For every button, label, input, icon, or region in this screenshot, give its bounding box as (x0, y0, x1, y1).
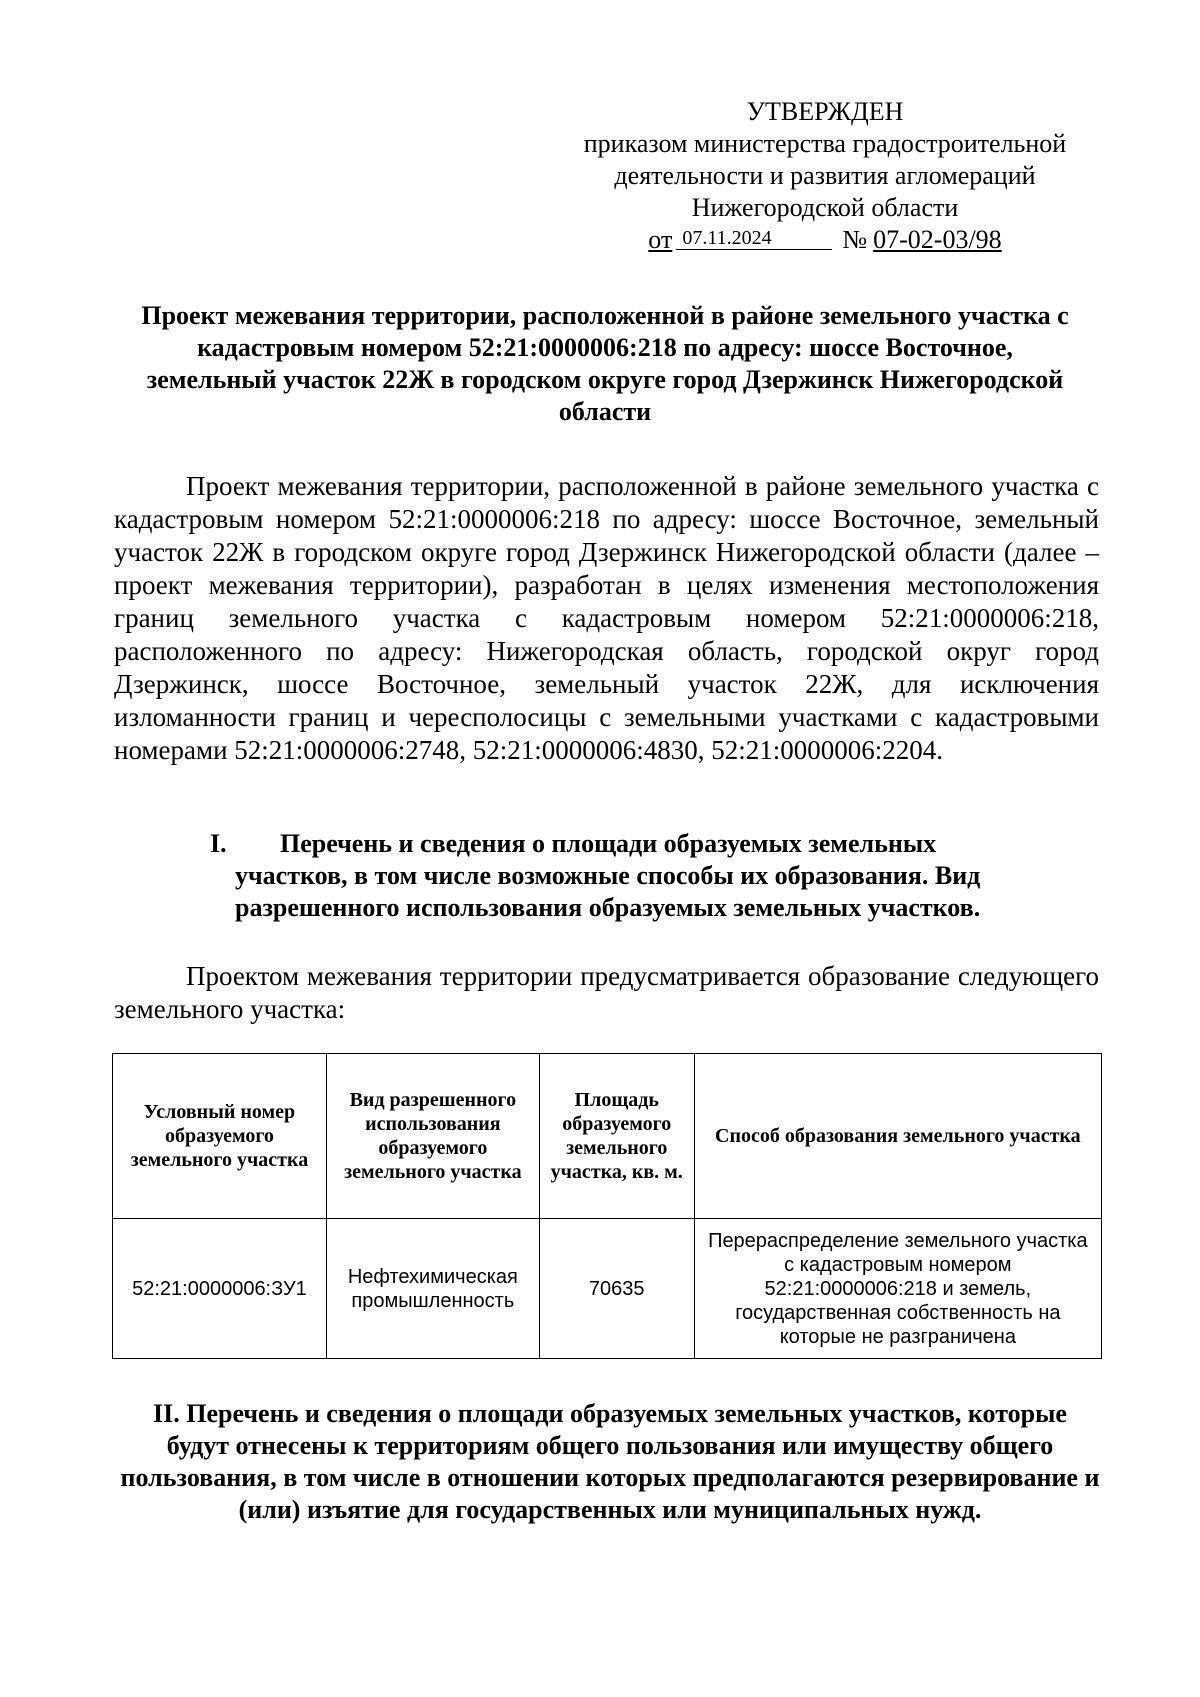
approval-line-3: Нижегородской области (691, 193, 959, 222)
document-title: Проект межевания территории, расположенной в районе земельного участка с кадастровым номером 52:21:0000006:218 по адресу: шоссе Восточное, земельный участок 22Ж в городском округе город Дзержинск Нижегородской области (141, 301, 1069, 426)
table-header: Способ образования земельного участка (694, 1054, 1101, 1219)
from-label: от (648, 225, 673, 254)
approval-heading: УТВЕРЖДЕН (746, 97, 904, 126)
intro-paragraph: Проект межевания территории, расположенной в районе земельного участка с кадастровым номером 52:21:0000006:218 по адресу: шоссе Восточное, земельный участок 22Ж в городском округе город Дзержинск Нижегородской области (далее – проект межевания территории), разработан в целях изменения местоположения границ земельного участка с кадастровым номером 52:21:0000006:218, расположенного по адресу: Нижегородская область, городской округ город Дзержинск, шоссе Восточное, земельный участок 22Ж, для исключения изломанности границ и чересполосицы с земельными участками с кадастровыми номерами 52:21:0000006:2748, 52:21:0000006:4830, 52:21:0000006:2204. (114, 471, 1099, 765)
table-row (113, 1219, 1102, 1359)
section-1-text-rest: участков, в том числе возможные способы их образования. Вид разрешенного использования образуемых земельных участков. (235, 861, 981, 922)
table-cell: Нефтехимическая промышленность (326, 1219, 539, 1359)
section-1-paragraph: Проектом межевания территории предусматривается образование следующего земельного участка: (114, 961, 1099, 1024)
approval-date: 07.11.2024 (676, 227, 832, 250)
table-cell: 70635 (539, 1219, 694, 1359)
section-1-number: I. (210, 829, 227, 858)
approval-dateline (560, 224, 1090, 256)
number-label: № (842, 225, 868, 254)
approval-number: 07-02-03/98 (873, 225, 1002, 254)
parcels-table (112, 1053, 1102, 1359)
section-1-text-line1: Перечень и сведения о площади образуемых земельных (280, 829, 937, 858)
approval-line-1: приказом министерства градостроительной (583, 129, 1067, 158)
table-cell: 52:21:0000006:ЗУ1 (113, 1219, 327, 1359)
table-header: Вид разрешенного использования образуемого земельного участка (326, 1054, 539, 1219)
section-2-heading: II. Перечень и сведения о площади образуемых земельных участков, которые будут отнесены к территориям общего пользования или имуществу общего пользования, в том числе в отношении которых предполагаются резервирование и (или) изъятие для государственных или муниципальных нужд. (120, 1399, 1100, 1524)
table-header: Площадь образуемого земельного участка, кв. м. (539, 1054, 694, 1219)
table-header-row (113, 1054, 1102, 1219)
table-header: Условный номер образуемого земельного участка (113, 1054, 327, 1219)
table-cell: Перераспределение земельного участка с кадастровым номером 52:21:0000006:218 и земель, государственная собственность на которые не разграничена (694, 1219, 1101, 1359)
section-1-heading (210, 828, 1090, 924)
approval-line-2: деятельности и развития агломераций (614, 161, 1036, 190)
approval-stamp (560, 96, 1090, 256)
